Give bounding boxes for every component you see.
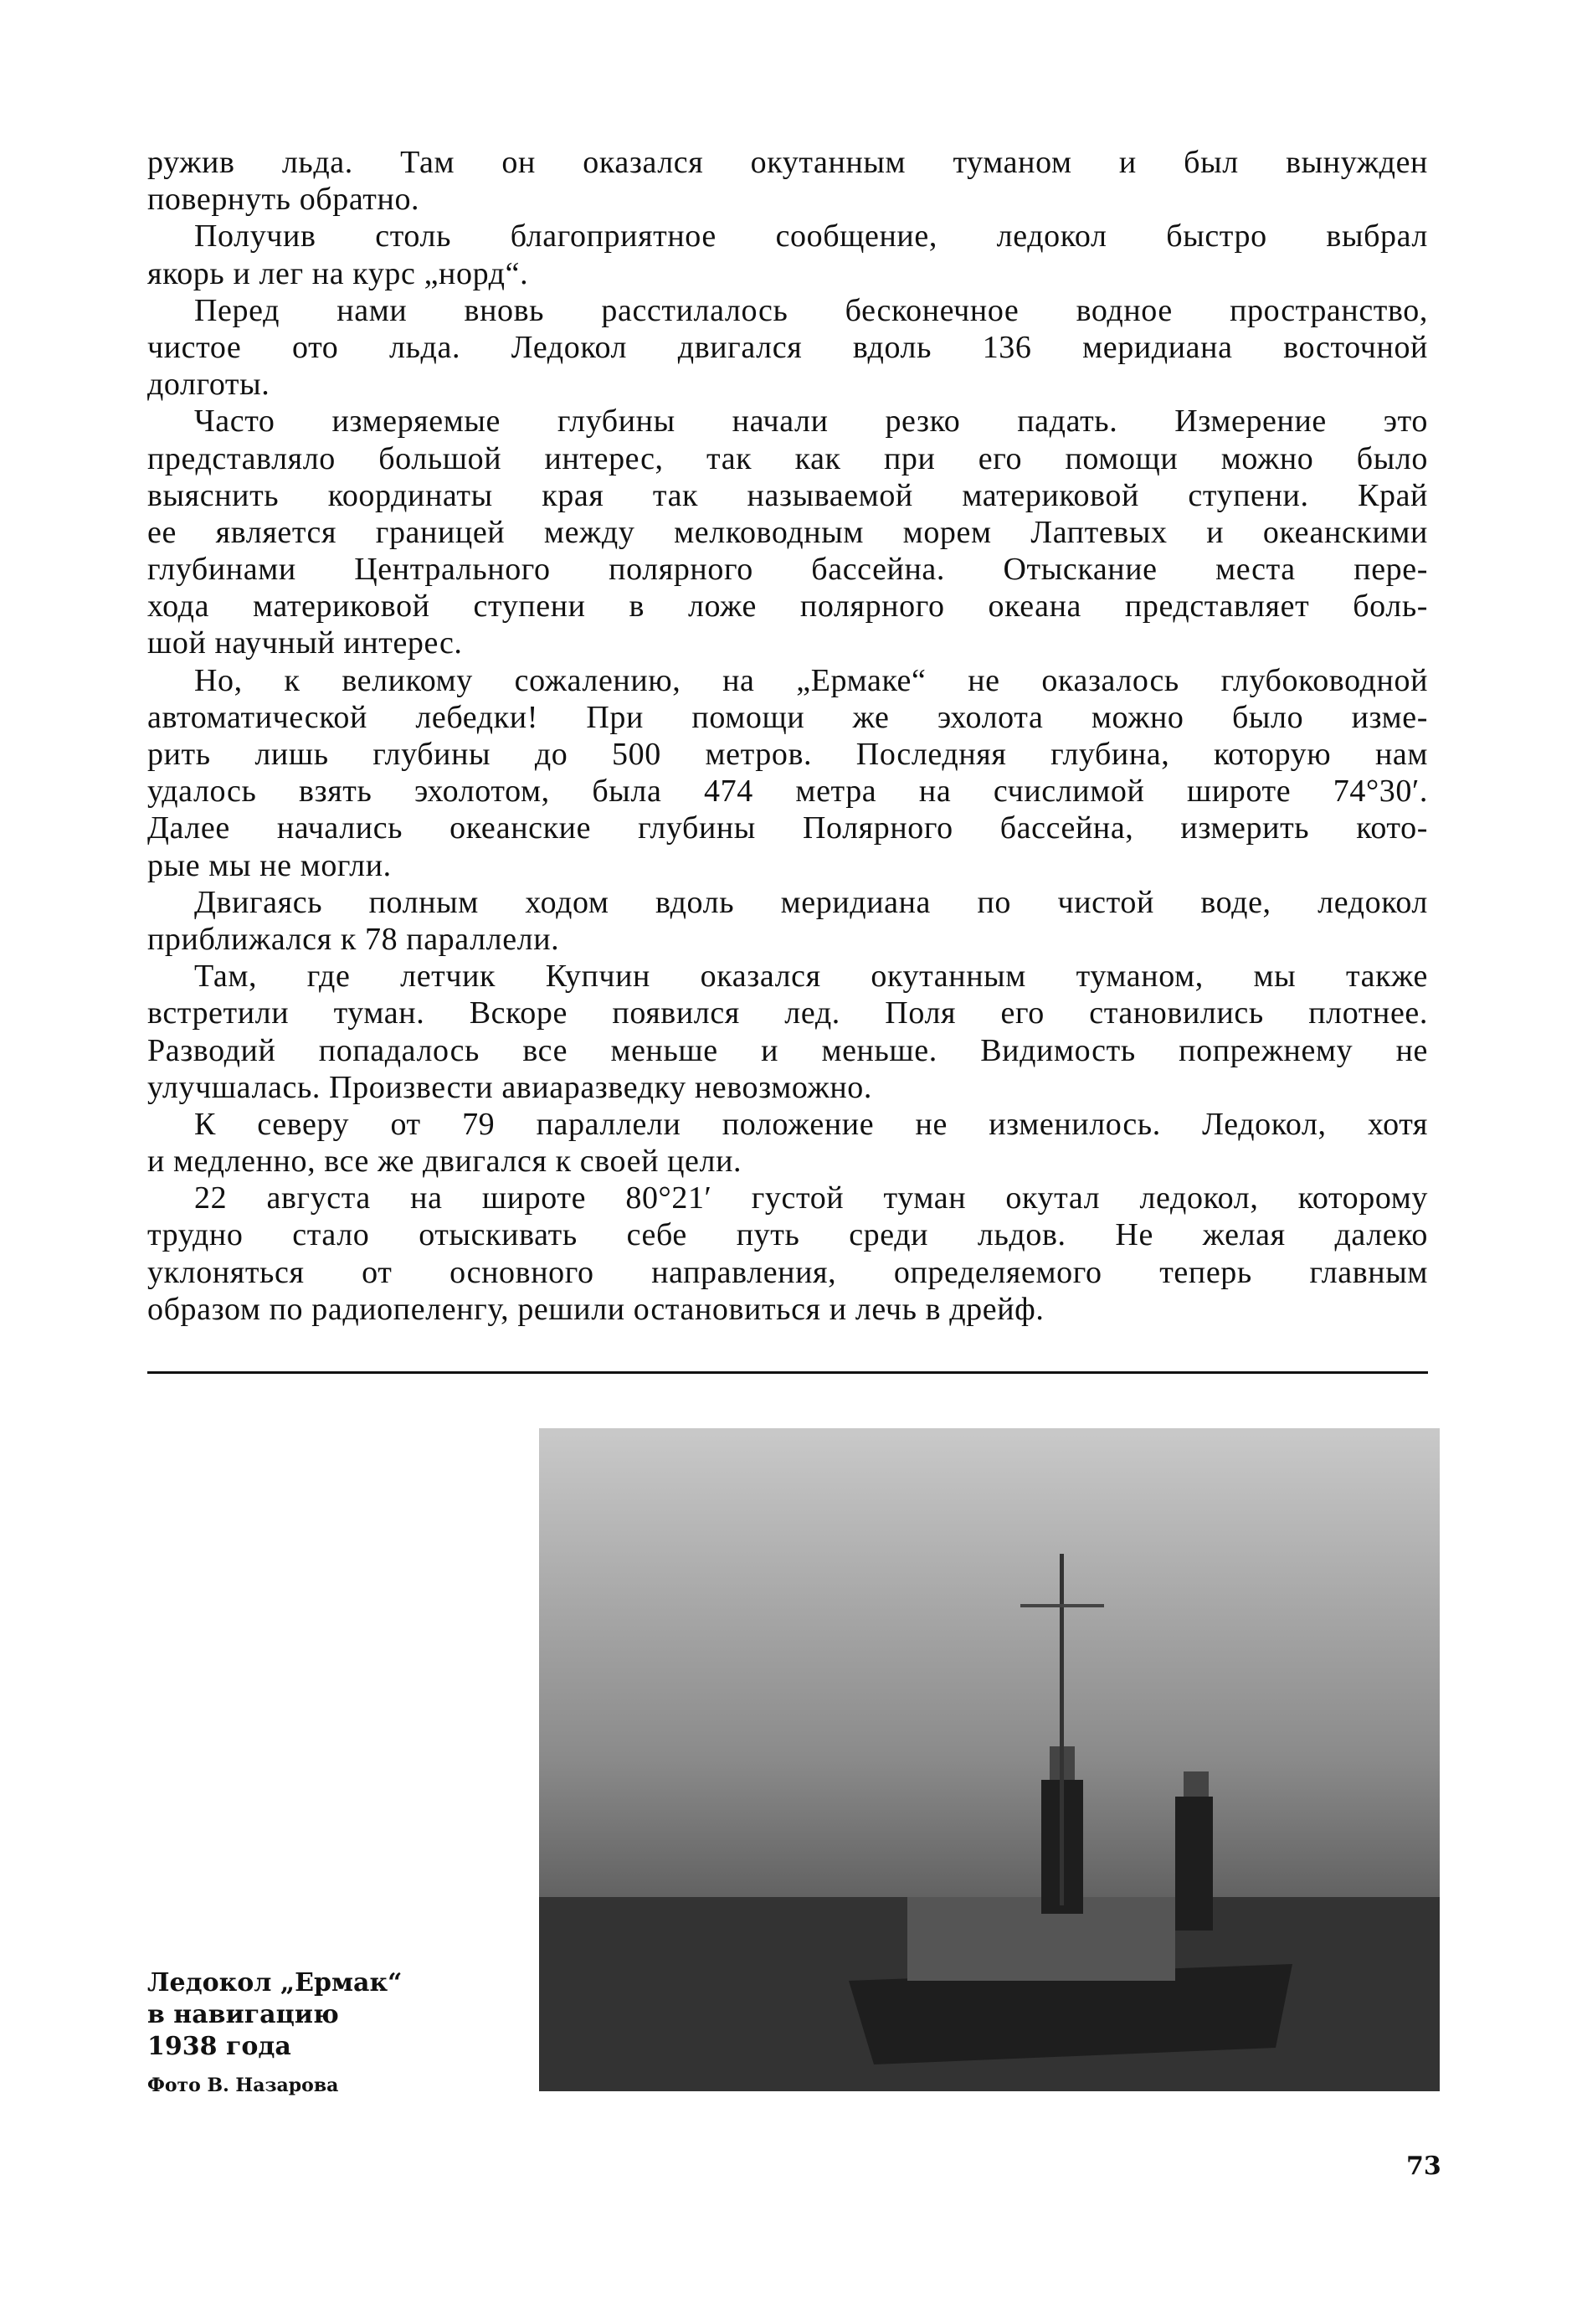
- text-line: встретили туман. Вскоре появился лед. Поля его становились плотнее.: [147, 995, 1428, 1031]
- icebreaker-photo: [539, 1428, 1440, 2091]
- text-line: глубинами Центрального полярного бассейна. Отыскание места пере-: [147, 552, 1428, 588]
- text-line: ружив льда. Там он оказался окутанным туманом и был вынужден: [147, 145, 1428, 180]
- text-line: и медленно, все же двигался к своей цели.: [147, 1144, 742, 1180]
- caption-line: Ледокол „Ермак“: [147, 1968, 403, 1998]
- paragraph: [147, 144, 1428, 218]
- text-line: удалось взять эхолотом, была 474 метра на счислимой широте 74°30′.: [147, 774, 1428, 810]
- text-line: уклоняться от основного направления, определяемого теперь главным: [147, 1254, 1428, 1290]
- paragraph: [147, 958, 1428, 1106]
- text-line: Двигаясь полным ходом вдоль меридиана по чистой воде, ледокол: [194, 884, 1428, 920]
- text-line: Часто измеряемые глубины начали резко падать. Измерение это: [194, 404, 1428, 440]
- text-line: Там, где летчик Купчин оказался окутанным туманом, мы также: [194, 959, 1428, 995]
- text-line: выяснить координаты края так называемой материковой ступени. Край: [147, 477, 1428, 513]
- text-line: ее является границей между мелководным морем Лаптевых и океанскими: [147, 514, 1428, 550]
- caption-line: в навигацию: [147, 2000, 339, 2029]
- text-line: Но, к великому сожалению, на „Ермаке“ не оказалось глубоководной: [194, 662, 1428, 698]
- text-line: приближался к 78 параллели.: [147, 921, 560, 957]
- text-line: долготы.: [147, 367, 270, 403]
- text-line: улучшалась. Произвести авиаразведку невозможно.: [147, 1069, 872, 1105]
- text-line: хода материковой ступени в ложе полярного океана представляет боль-: [147, 589, 1428, 625]
- photo-credit: Фото В. Назарова: [147, 2075, 339, 2096]
- paragraph: [147, 403, 1428, 661]
- text-line: Далее начались океанские глубины Полярного бассейна, измерить кото-: [147, 810, 1428, 846]
- text-line: шой научный интерес.: [147, 625, 463, 661]
- text-line: чистое ото льда. Ледокол двигался вдоль 136 меридиана восточной: [147, 329, 1428, 365]
- photo-caption: [147, 1967, 402, 2096]
- text-line: якорь и лег на курс „норд“.: [147, 255, 529, 291]
- paragraph: [147, 884, 1428, 958]
- text-line: рые мы не могли.: [147, 847, 392, 883]
- section-divider: [147, 1371, 1428, 1374]
- paragraph: [147, 662, 1428, 884]
- body-text: [147, 144, 1428, 1328]
- caption-line: 1938 года: [147, 2032, 291, 2061]
- text-line: рить лишь глубины до 500 метров. Последняя глубина, которую нам: [147, 737, 1428, 772]
- page-number: 73: [1406, 2152, 1441, 2181]
- text-line: представляло большой интерес, так как при его помощи можно было: [147, 440, 1428, 476]
- text-line: Получив столь благоприятное сообщение, ледокол быстро выбрал: [194, 219, 1428, 255]
- text-line: автоматической лебедки! При помощи же эхолота можно было изме-: [147, 699, 1428, 735]
- text-line: повернуть обратно.: [147, 182, 420, 218]
- text-line: Разводий попадалось все меньше и меньше. Видимость попрежнему не: [147, 1032, 1428, 1068]
- text-line: образом по радиопеленгу, решили остановиться и лечь в дрейф.: [147, 1291, 1045, 1327]
- paragraph: [147, 1106, 1428, 1180]
- paragraph: [147, 1180, 1428, 1328]
- paragraph: [147, 218, 1428, 291]
- text-line: Перед нами вновь расстилалось бесконечное водное пространство,: [194, 292, 1428, 328]
- text-line: К северу от 79 параллели положение не изменилось. Ледокол, хотя: [194, 1106, 1428, 1142]
- text-line: трудно стало отыскивать себе путь среди льдов. Не желая далеко: [147, 1217, 1428, 1253]
- text-line: 22 августа на широте 80°21′ густой туман окутал ледокол, которому: [194, 1180, 1428, 1216]
- paragraph: [147, 292, 1428, 404]
